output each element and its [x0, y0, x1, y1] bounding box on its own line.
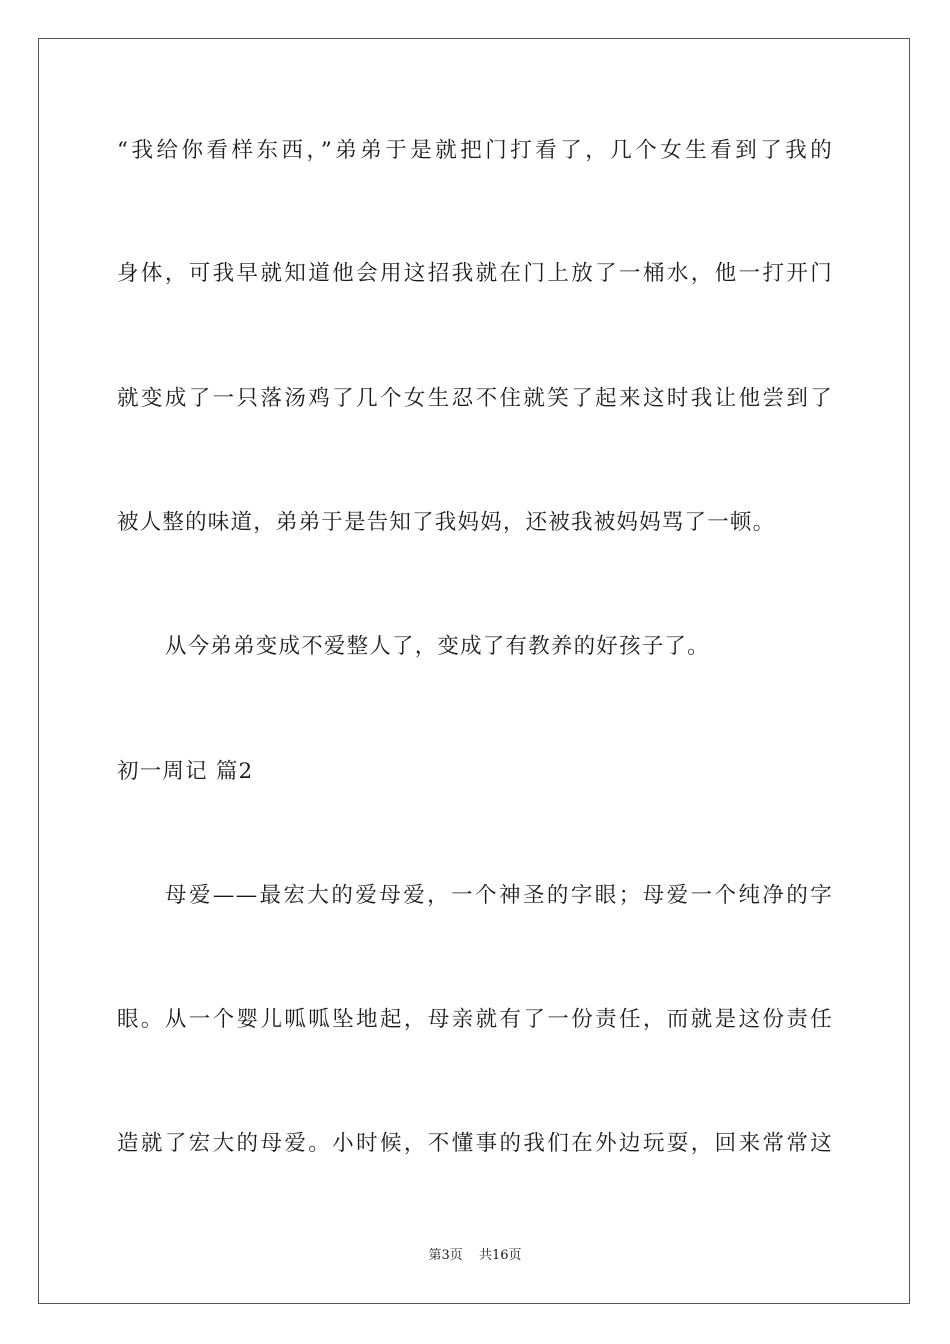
page-border — [38, 38, 910, 1304]
paragraph-line: 就变成了一只落汤鸡了几个女生忍不住就笑了起来这时我让他尝到了 — [117, 386, 833, 411]
paragraph-line: 眼。从一个婴儿呱呱坠地起，母亲就有了一份责任，而就是这份责任 — [117, 1007, 833, 1032]
paragraph-line: 母爱——最宏大的爱母爱，一个神圣的字眼；母爱一个纯净的字 — [165, 883, 833, 908]
paragraph-line: 从今弟弟变成不爱整人了，变成了有教养的好孩子了。 — [165, 634, 710, 659]
paragraph-line: 被人整的味道，弟弟于是告知了我妈妈，还被我被妈妈骂了一顿。 — [117, 510, 776, 535]
total-pages: 共16页 — [478, 1248, 522, 1263]
page-footer — [0, 1247, 950, 1265]
paragraph-line: 造就了宏大的母爱。小时候，不懂事的我们在外边玩耍，回来常常这 — [117, 1131, 833, 1156]
page-number: 第3页 — [428, 1248, 463, 1263]
paragraph-line: 身体，可我早就知道他会用这招我就在门上放了一桶水，他一打开门 — [117, 261, 833, 286]
paragraph-line: “我给你看样东西，”弟弟于是就把门打看了，几个女生看到了我的 — [117, 138, 833, 163]
section-heading: 初一周记 篇2 — [117, 759, 254, 784]
